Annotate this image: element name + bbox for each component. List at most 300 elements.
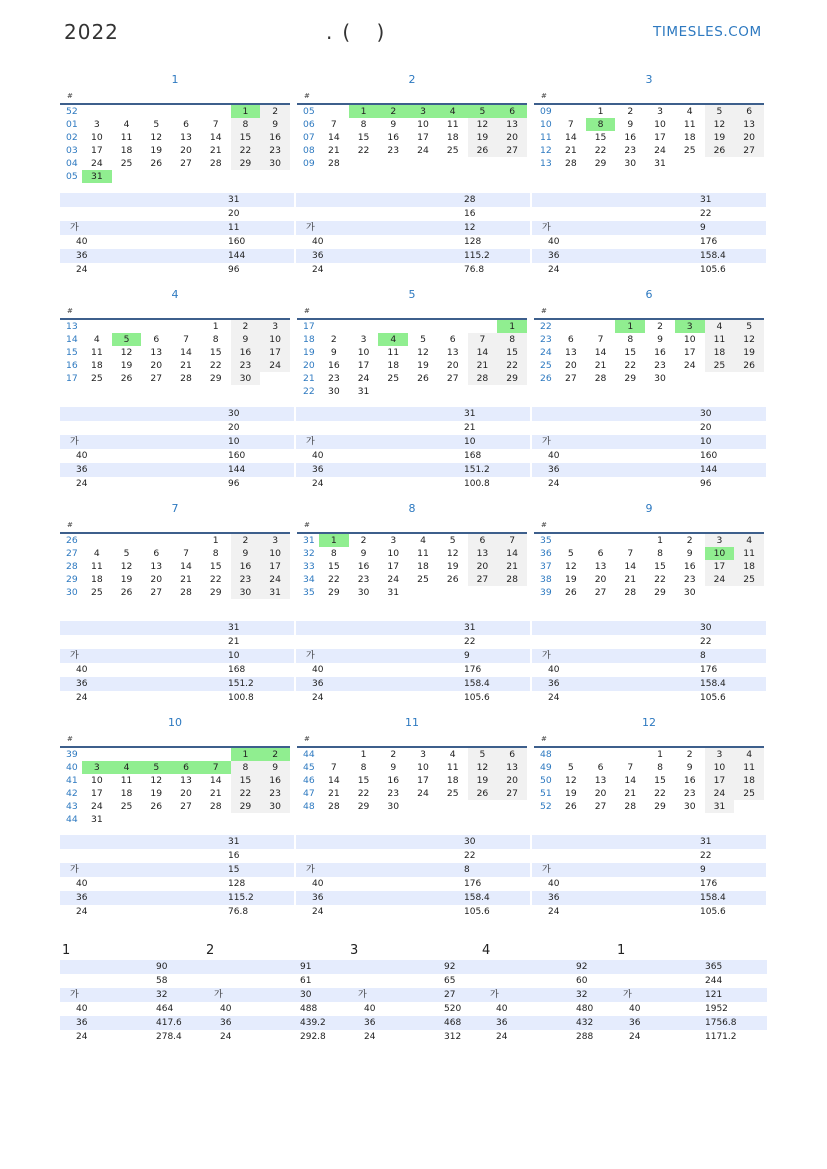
day-cell[interactable]: 17	[260, 346, 290, 359]
day-cell[interactable]: 17	[683, 347, 696, 358]
day-cell[interactable]: 17	[357, 360, 370, 371]
day-cell[interactable]: 27	[594, 587, 607, 598]
day-cell[interactable]: 30	[387, 801, 400, 812]
day-cell[interactable]: 24	[91, 158, 103, 169]
day-cell[interactable]: 12	[468, 761, 498, 774]
day-cell[interactable]: 24	[654, 145, 666, 156]
day-cell[interactable]: 22	[654, 788, 666, 799]
day-cell[interactable]: 14	[328, 775, 340, 786]
day-cell[interactable]: 28	[328, 801, 340, 812]
month-name[interactable]: 8	[408, 502, 416, 515]
day-cell[interactable]: 7	[201, 761, 231, 774]
day-cell[interactable]: 4	[93, 334, 100, 345]
day-cell[interactable]: 16	[683, 561, 696, 572]
day-cell[interactable]: 11	[734, 547, 764, 560]
day-cell[interactable]: 14	[468, 346, 498, 359]
day-cell[interactable]: 1	[497, 320, 527, 333]
day-cell[interactable]: 18	[734, 774, 764, 787]
day-cell[interactable]: 19	[565, 574, 577, 585]
day-cell[interactable]: 20	[180, 788, 192, 799]
day-cell[interactable]: 27	[180, 158, 192, 169]
month-name[interactable]: 10	[168, 716, 182, 729]
day-cell[interactable]: 18	[705, 346, 735, 359]
day-cell[interactable]: 27	[446, 373, 459, 384]
day-cell[interactable]: 11	[91, 347, 103, 358]
day-cell[interactable]: 11	[387, 347, 400, 358]
day-cell[interactable]: 13	[565, 347, 577, 358]
day-cell[interactable]: 7	[597, 334, 604, 345]
day-cell[interactable]: 29	[497, 372, 527, 385]
day-cell[interactable]: 7	[330, 762, 337, 773]
day-cell[interactable]: 29	[654, 587, 666, 598]
day-cell[interactable]: 23	[231, 573, 261, 586]
day-cell[interactable]: 1	[319, 534, 349, 547]
day-cell[interactable]: 19	[120, 360, 133, 371]
day-cell[interactable]: 14	[328, 132, 340, 143]
day-cell[interactable]: 31	[91, 814, 103, 825]
day-cell[interactable]: 10	[705, 547, 735, 560]
day-cell[interactable]: 11	[120, 775, 133, 786]
day-cell[interactable]: 5	[153, 119, 160, 130]
day-cell[interactable]: 25	[705, 359, 735, 372]
day-cell[interactable]: 16	[231, 560, 261, 573]
day-cell[interactable]: 1	[349, 105, 379, 118]
day-cell[interactable]: 12	[565, 561, 577, 572]
day-cell[interactable]: 11	[120, 132, 133, 143]
day-cell[interactable]: 3	[420, 749, 426, 760]
day-cell[interactable]: 8	[627, 334, 634, 345]
month-name[interactable]: 2	[408, 73, 416, 86]
day-cell[interactable]: 27	[565, 373, 577, 384]
day-cell[interactable]: 24	[417, 788, 429, 799]
day-cell[interactable]: 23	[387, 788, 400, 799]
day-cell[interactable]: 2	[686, 535, 693, 546]
day-cell[interactable]: 28	[624, 587, 637, 598]
day-cell[interactable]: 8	[360, 119, 367, 130]
day-cell[interactable]: 15	[209, 561, 222, 572]
day-cell[interactable]: 18	[446, 775, 459, 786]
day-cell[interactable]: 14	[624, 775, 637, 786]
day-cell[interactable]: 28	[180, 373, 192, 384]
day-cell[interactable]: 30	[328, 386, 340, 397]
day-cell[interactable]: 11	[734, 761, 764, 774]
day-cell[interactable]: 8	[231, 118, 261, 131]
day-cell[interactable]: 21	[468, 359, 498, 372]
day-cell[interactable]: 15	[357, 775, 370, 786]
day-cell[interactable]: 12	[417, 347, 429, 358]
day-cell[interactable]: 25	[446, 145, 459, 156]
day-cell[interactable]: 24	[387, 574, 400, 585]
day-cell[interactable]: 9	[390, 119, 397, 130]
day-cell[interactable]: 6	[171, 761, 201, 774]
day-cell[interactable]: 24	[705, 573, 735, 586]
day-cell[interactable]: 3	[705, 748, 735, 761]
day-cell[interactable]: 11	[446, 762, 459, 773]
day-cell[interactable]: 20	[594, 788, 607, 799]
day-cell[interactable]: 23	[328, 373, 340, 384]
day-cell[interactable]: 1	[231, 748, 261, 761]
day-cell[interactable]: 1	[615, 320, 645, 333]
day-cell[interactable]: 16	[624, 132, 637, 143]
day-cell[interactable]: 12	[120, 561, 133, 572]
day-cell[interactable]: 16	[260, 131, 290, 144]
day-cell[interactable]: 15	[231, 774, 261, 787]
day-cell[interactable]: 23	[654, 360, 666, 371]
day-cell[interactable]: 7	[627, 762, 634, 773]
day-cell[interactable]: 2	[231, 534, 261, 547]
day-cell[interactable]: 2	[657, 321, 663, 332]
day-cell[interactable]: 25	[91, 373, 103, 384]
day-cell[interactable]: 26	[734, 359, 764, 372]
day-cell[interactable]: 7	[183, 548, 189, 559]
day-cell[interactable]: 10	[417, 119, 429, 130]
day-cell[interactable]: 4	[734, 534, 764, 547]
day-cell[interactable]: 15	[209, 347, 222, 358]
day-cell[interactable]: 14	[594, 347, 607, 358]
day-cell[interactable]: 6	[597, 548, 604, 559]
day-cell[interactable]: 28	[497, 573, 527, 586]
day-cell[interactable]: 13	[468, 547, 498, 560]
day-cell[interactable]: 10	[260, 333, 290, 346]
day-cell[interactable]: 8	[497, 333, 527, 346]
day-cell[interactable]: 15	[328, 561, 340, 572]
day-cell[interactable]: 22	[231, 787, 261, 800]
day-cell[interactable]: 8	[231, 761, 261, 774]
day-cell[interactable]: 15	[594, 132, 607, 143]
day-cell[interactable]: 28	[209, 801, 222, 812]
day-cell[interactable]: 25	[91, 587, 103, 598]
day-cell[interactable]: 5	[420, 334, 426, 345]
day-cell[interactable]: 3	[93, 119, 100, 130]
month-name[interactable]: 1	[171, 73, 179, 86]
day-cell[interactable]: 5	[141, 761, 171, 774]
day-cell[interactable]: 3	[657, 106, 663, 117]
day-cell[interactable]: 20	[594, 574, 607, 585]
day-cell[interactable]: 12	[468, 118, 498, 131]
day-cell[interactable]: 19	[468, 774, 498, 787]
month-name[interactable]: 4	[171, 288, 179, 301]
day-cell[interactable]: 30	[654, 373, 666, 384]
day-cell[interactable]: 31	[705, 800, 735, 813]
day-cell[interactable]: 17	[654, 132, 666, 143]
day-cell[interactable]: 4	[112, 761, 142, 774]
day-cell[interactable]: 9	[231, 547, 261, 560]
day-cell[interactable]: 4	[686, 106, 693, 117]
day-cell[interactable]: 20	[497, 774, 527, 787]
day-cell[interactable]: 5	[567, 548, 574, 559]
day-cell[interactable]: 5	[567, 762, 574, 773]
day-cell[interactable]: 2	[390, 749, 397, 760]
day-cell[interactable]: 20	[150, 360, 163, 371]
day-cell[interactable]: 23	[683, 574, 696, 585]
day-cell[interactable]: 4	[93, 548, 100, 559]
day-cell[interactable]: 1	[597, 106, 604, 117]
day-cell[interactable]: 28	[624, 801, 637, 812]
day-cell[interactable]: 6	[734, 105, 764, 118]
day-cell[interactable]: 27	[150, 587, 163, 598]
day-cell[interactable]: 6	[183, 119, 189, 130]
day-cell[interactable]: 6	[153, 548, 160, 559]
day-cell[interactable]: 7	[567, 119, 574, 130]
day-cell[interactable]: 4	[378, 333, 408, 346]
day-cell[interactable]: 13	[180, 775, 192, 786]
day-cell[interactable]: 5	[112, 333, 142, 346]
day-cell[interactable]: 20	[565, 360, 577, 371]
day-cell[interactable]: 24	[260, 359, 290, 372]
day-cell[interactable]: 18	[91, 360, 103, 371]
day-cell[interactable]: 24	[683, 360, 696, 371]
day-cell[interactable]: 1	[212, 321, 219, 332]
day-cell[interactable]: 18	[417, 561, 429, 572]
day-cell[interactable]: 27	[594, 801, 607, 812]
day-cell[interactable]: 28	[180, 587, 192, 598]
day-cell[interactable]: 8	[212, 334, 219, 345]
day-cell[interactable]: 14	[209, 132, 222, 143]
day-cell[interactable]: 3	[82, 761, 112, 774]
day-cell[interactable]: 12	[150, 132, 163, 143]
day-cell[interactable]: 14	[624, 561, 637, 572]
day-cell[interactable]: 13	[594, 775, 607, 786]
day-cell[interactable]: 7	[497, 534, 527, 547]
day-cell[interactable]: 27	[497, 144, 527, 157]
day-cell[interactable]: 12	[446, 548, 459, 559]
month-name[interactable]: 3	[645, 73, 653, 86]
day-cell[interactable]: 6	[449, 334, 456, 345]
day-cell[interactable]: 30	[260, 157, 290, 170]
day-cell[interactable]: 28	[328, 158, 340, 169]
day-cell[interactable]: 26	[120, 587, 133, 598]
day-cell[interactable]: 22	[209, 574, 222, 585]
day-cell[interactable]: 10	[683, 334, 696, 345]
day-cell[interactable]: 23	[260, 787, 290, 800]
day-cell[interactable]: 24	[705, 787, 735, 800]
month-name[interactable]: 11	[405, 716, 419, 729]
day-cell[interactable]: 20	[180, 145, 192, 156]
day-cell[interactable]: 7	[183, 334, 189, 345]
day-cell[interactable]: 16	[387, 132, 400, 143]
month-name[interactable]: 6	[645, 288, 653, 301]
day-cell[interactable]: 16	[387, 775, 400, 786]
day-cell[interactable]: 13	[594, 561, 607, 572]
day-cell[interactable]: 27	[468, 573, 498, 586]
day-cell[interactable]: 21	[180, 360, 192, 371]
day-cell[interactable]: 22	[209, 360, 222, 371]
day-cell[interactable]: 14	[180, 561, 192, 572]
day-cell[interactable]: 19	[150, 788, 163, 799]
day-cell[interactable]: 2	[378, 105, 408, 118]
day-cell[interactable]: 18	[387, 360, 400, 371]
day-cell[interactable]: 20	[446, 360, 459, 371]
day-cell[interactable]: 4	[705, 320, 735, 333]
day-cell[interactable]: 22	[594, 145, 607, 156]
day-cell[interactable]: 26	[150, 801, 163, 812]
day-cell[interactable]: 29	[624, 373, 637, 384]
day-cell[interactable]: 26	[565, 801, 577, 812]
day-cell[interactable]: 28	[594, 373, 607, 384]
day-cell[interactable]: 30	[357, 587, 370, 598]
day-cell[interactable]: 6	[497, 105, 527, 118]
day-cell[interactable]: 25	[734, 573, 764, 586]
day-cell[interactable]: 22	[328, 574, 340, 585]
day-cell[interactable]: 10	[654, 119, 666, 130]
day-cell[interactable]: 15	[624, 347, 637, 358]
day-cell[interactable]: 3	[390, 535, 397, 546]
day-cell[interactable]: 27	[180, 801, 192, 812]
day-cell[interactable]: 13	[180, 132, 192, 143]
day-cell[interactable]: 22	[497, 359, 527, 372]
day-cell[interactable]: 23	[624, 145, 637, 156]
day-cell[interactable]: 16	[654, 347, 666, 358]
day-cell[interactable]: 29	[357, 801, 370, 812]
day-cell[interactable]: 29	[328, 587, 340, 598]
day-cell[interactable]: 16	[260, 774, 290, 787]
day-cell[interactable]: 2	[260, 748, 290, 761]
day-cell[interactable]: 29	[231, 157, 261, 170]
day-cell[interactable]: 18	[734, 560, 764, 573]
day-cell[interactable]: 17	[705, 774, 735, 787]
day-cell[interactable]: 18	[120, 788, 133, 799]
day-cell[interactable]: 17	[91, 788, 103, 799]
day-cell[interactable]: 16	[683, 775, 696, 786]
day-cell[interactable]: 22	[357, 145, 370, 156]
day-cell[interactable]: 10	[387, 548, 400, 559]
day-cell[interactable]: 9	[686, 548, 693, 559]
day-cell[interactable]: 1	[657, 535, 663, 546]
day-cell[interactable]: 6	[597, 762, 604, 773]
day-cell[interactable]: 27	[497, 787, 527, 800]
day-cell[interactable]: 11	[91, 561, 103, 572]
day-cell[interactable]: 21	[497, 560, 527, 573]
day-cell[interactable]: 24	[91, 801, 103, 812]
day-cell[interactable]: 9	[330, 347, 337, 358]
day-cell[interactable]: 15	[654, 775, 666, 786]
day-cell[interactable]: 11	[417, 548, 429, 559]
day-cell[interactable]: 23	[231, 359, 261, 372]
day-cell[interactable]: 9	[231, 333, 261, 346]
day-cell[interactable]: 16	[328, 360, 340, 371]
day-cell[interactable]: 1	[231, 105, 261, 118]
day-cell[interactable]: 19	[150, 145, 163, 156]
day-cell[interactable]: 20	[734, 131, 764, 144]
day-cell[interactable]: 16	[231, 346, 261, 359]
day-cell[interactable]: 23	[387, 145, 400, 156]
day-cell[interactable]: 7	[212, 119, 219, 130]
day-cell[interactable]: 24	[357, 373, 370, 384]
day-cell[interactable]: 30	[624, 158, 637, 169]
day-cell[interactable]: 31	[260, 586, 290, 599]
day-cell[interactable]: 17	[705, 560, 735, 573]
day-cell[interactable]: 6	[497, 748, 527, 761]
day-cell[interactable]: 8	[360, 762, 367, 773]
day-cell[interactable]: 30	[231, 372, 261, 385]
day-cell[interactable]: 24	[260, 573, 290, 586]
day-cell[interactable]: 4	[438, 105, 468, 118]
day-cell[interactable]: 21	[328, 788, 340, 799]
day-cell[interactable]: 6	[468, 534, 498, 547]
day-cell[interactable]: 1	[212, 535, 219, 546]
day-cell[interactable]: 3	[260, 534, 290, 547]
day-cell[interactable]: 15	[357, 132, 370, 143]
day-cell[interactable]: 13	[497, 761, 527, 774]
day-cell[interactable]: 5	[468, 105, 498, 118]
day-cell[interactable]: 2	[686, 749, 693, 760]
day-cell[interactable]: 5	[468, 748, 498, 761]
day-cell[interactable]: 12	[565, 775, 577, 786]
day-cell[interactable]: 27	[150, 373, 163, 384]
day-cell[interactable]: 22	[357, 788, 370, 799]
day-cell[interactable]: 17	[260, 560, 290, 573]
day-cell[interactable]: 6	[153, 334, 160, 345]
day-cell[interactable]: 18	[91, 574, 103, 585]
day-cell[interactable]: 26	[120, 373, 133, 384]
month-name[interactable]: 12	[642, 716, 656, 729]
day-cell[interactable]: 20	[497, 131, 527, 144]
day-cell[interactable]: 8	[586, 118, 616, 131]
day-cell[interactable]: 27	[734, 144, 764, 157]
day-cell[interactable]: 22	[624, 360, 637, 371]
day-cell[interactable]: 22	[654, 574, 666, 585]
day-cell[interactable]: 30	[683, 587, 696, 598]
day-cell[interactable]: 28	[565, 158, 577, 169]
day-cell[interactable]: 9	[686, 762, 693, 773]
day-cell[interactable]: 7	[468, 333, 498, 346]
day-cell[interactable]: 25	[417, 574, 429, 585]
day-cell[interactable]: 17	[91, 145, 103, 156]
day-cell[interactable]: 16	[357, 561, 370, 572]
day-cell[interactable]: 8	[330, 548, 337, 559]
day-cell[interactable]: 29	[231, 800, 261, 813]
day-cell[interactable]: 19	[417, 360, 429, 371]
day-cell[interactable]: 2	[627, 106, 634, 117]
day-cell[interactable]: 2	[231, 320, 261, 333]
day-cell[interactable]: 9	[260, 761, 290, 774]
day-cell[interactable]: 8	[657, 762, 663, 773]
day-cell[interactable]: 10	[91, 775, 103, 786]
day-cell[interactable]: 29	[209, 587, 222, 598]
day-cell[interactable]: 31	[357, 386, 370, 397]
day-cell[interactable]: 9	[627, 119, 634, 130]
day-cell[interactable]: 1	[360, 749, 367, 760]
day-cell[interactable]: 6	[567, 334, 574, 345]
day-cell[interactable]: 9	[657, 334, 663, 345]
day-cell[interactable]: 21	[328, 145, 340, 156]
day-cell[interactable]: 26	[468, 144, 498, 157]
day-cell[interactable]: 19	[705, 131, 735, 144]
day-cell[interactable]: 14	[497, 547, 527, 560]
day-cell[interactable]: 9	[360, 548, 367, 559]
day-cell[interactable]: 26	[417, 373, 429, 384]
day-cell[interactable]: 23	[683, 788, 696, 799]
day-cell[interactable]: 2	[330, 334, 337, 345]
day-cell[interactable]: 14	[180, 347, 192, 358]
day-cell[interactable]: 5	[123, 548, 130, 559]
day-cell[interactable]: 14	[565, 132, 577, 143]
day-cell[interactable]: 13	[150, 347, 163, 358]
day-cell[interactable]: 30	[260, 800, 290, 813]
day-cell[interactable]: 12	[705, 118, 735, 131]
day-cell[interactable]: 3	[408, 105, 438, 118]
day-cell[interactable]: 3	[675, 320, 705, 333]
day-cell[interactable]: 29	[594, 158, 607, 169]
day-cell[interactable]: 21	[209, 788, 222, 799]
day-cell[interactable]: 26	[565, 587, 577, 598]
day-cell[interactable]: 8	[657, 548, 663, 559]
day-cell[interactable]: 25	[387, 373, 400, 384]
day-cell[interactable]: 25	[683, 145, 696, 156]
day-cell[interactable]: 19	[734, 346, 764, 359]
month-name[interactable]: 7	[171, 502, 179, 515]
day-cell[interactable]: 4	[123, 119, 130, 130]
